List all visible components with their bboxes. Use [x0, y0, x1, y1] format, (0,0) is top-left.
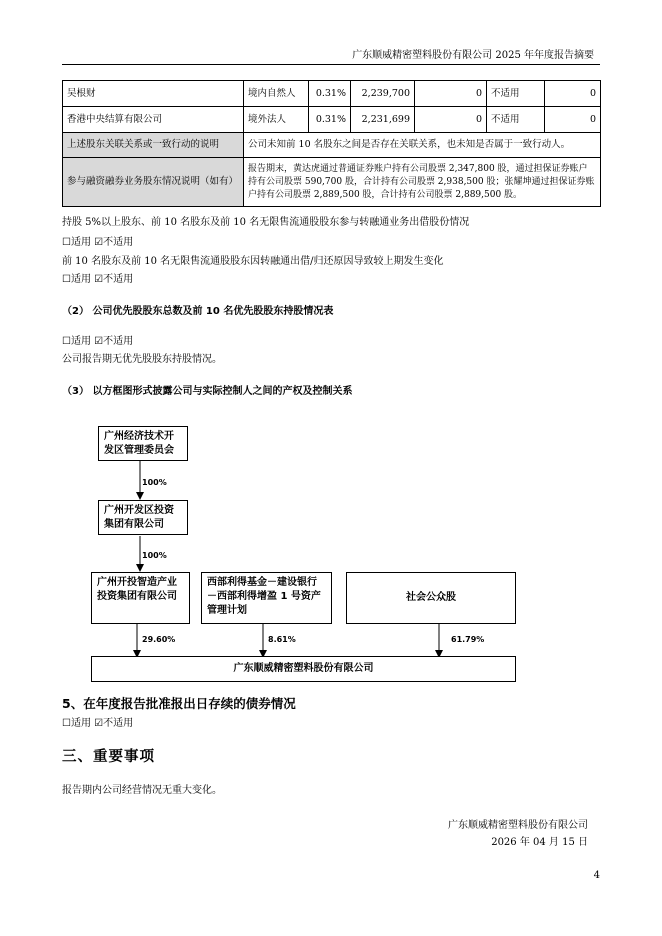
diagram-node-target-company: 广东顺威精密塑料股份有限公司 [91, 656, 516, 682]
pledge-status: 不适用 [487, 107, 545, 133]
diagram-pct-4: 8.61% [268, 635, 296, 644]
related-label: 上述股东关联关系或一致行动的说明 [63, 133, 244, 158]
restricted-shares: 0 [415, 107, 487, 133]
shareholder-type: 境外法人 [244, 107, 309, 133]
bonds-check: ☐适用 ☑不适用 [62, 718, 134, 729]
bonds-heading: 5、在年度报告批准报出日存续的债券情况 [62, 696, 296, 711]
shareholder-name: 香港中央结算有限公司 [63, 107, 244, 133]
signature-company: 广东顺威精密塑料股份有限公司 [448, 820, 588, 831]
related-text: 公司未知前 10 名股东之间是否存在关联关系，也未知是否属于一致行动人。 [244, 133, 601, 158]
shareholder-shares: 2,231,699 [351, 107, 415, 133]
preferred-shares-check: ☐适用 ☑不适用 [62, 336, 134, 347]
diagram-pct-2: 100% [142, 551, 167, 560]
diagram-pct-3: 29.60% [142, 635, 176, 644]
signature-date: 2026 年 04 月 15 日 [491, 837, 588, 848]
pledge-quantity: 0 [545, 81, 601, 107]
preferred-shares-heading: （2） 公司优先股股东总数及前 10 名优先股股东持股情况表 [62, 306, 334, 317]
pledge-status: 不适用 [487, 81, 545, 107]
diagram-node-public-shares: 社会公众股 [346, 572, 516, 624]
restricted-shares: 0 [415, 81, 487, 107]
preferred-shares-text: 公司报告期无优先股股东持股情况。 [62, 354, 222, 365]
diagram-node-mgmt-committee: 广州经济技术开发区管理委员会 [98, 426, 188, 461]
major-matters-text: 报告期内公司经营情况无重大变化。 [62, 785, 222, 796]
shareholder-ratio: 0.31% [309, 81, 351, 107]
margin-label: 参与融资融券业务股东情况说明（如有） [63, 158, 244, 207]
diagram-pct-1: 100% [142, 478, 167, 487]
shareholder-ratio: 0.31% [309, 107, 351, 133]
diagram-node-west-fund-plan: 西部利得基金－建设银行－西部利得增盈 1 号资产管理计划 [201, 572, 332, 624]
diagram-pct-5: 61.79% [451, 635, 485, 644]
diagram-node-dev-investment-group: 广州开发区投资集团有限公司 [98, 500, 188, 535]
page-number: 4 [593, 870, 600, 881]
shareholder-shares: 2,239,700 [351, 81, 415, 107]
report-header-title: 广东顺威精密塑料股份有限公司 2025 年年度报告摘要 [352, 50, 594, 61]
shareholder-name: 吴根财 [63, 81, 244, 107]
lending-change-text: 前 10 名股东及前 10 名无限售流通股股东因转融通出借/归还原因导致较上期发生变化 [62, 256, 444, 267]
diagram-node-smart-mfg-group: 广州开投智造产业投资集团有限公司 [91, 572, 190, 624]
pledge-quantity: 0 [545, 107, 601, 133]
control-relation-heading: （3） 以方框图形式披露公司与实际控制人之间的产权及控制关系 [62, 386, 353, 397]
major-matters-heading: 三、重要事项 [62, 748, 155, 765]
shareholder-type: 境内自然人 [244, 81, 309, 107]
lending-applicability-check: ☐适用 ☑不适用 [62, 237, 134, 248]
lending-disclosure-text: 持股 5%以上股东、前 10 名股东及前 10 名无限售流通股股东参与转融通业务出借股份情况 [62, 217, 470, 228]
lending-change-check: ☐适用 ☑不适用 [62, 274, 134, 285]
margin-text: 报告期末，黄达虎通过普通证券账户持有公司股票 2,347,800 股，通过担保证券账户持有公司股票 590,700 股，合计持有公司股票 2,938,500 股；张耀坤通过担保证券账户持有公司股票 2,889,500 股，合计持有公司股票 2,889,500 股。 [244, 158, 601, 207]
